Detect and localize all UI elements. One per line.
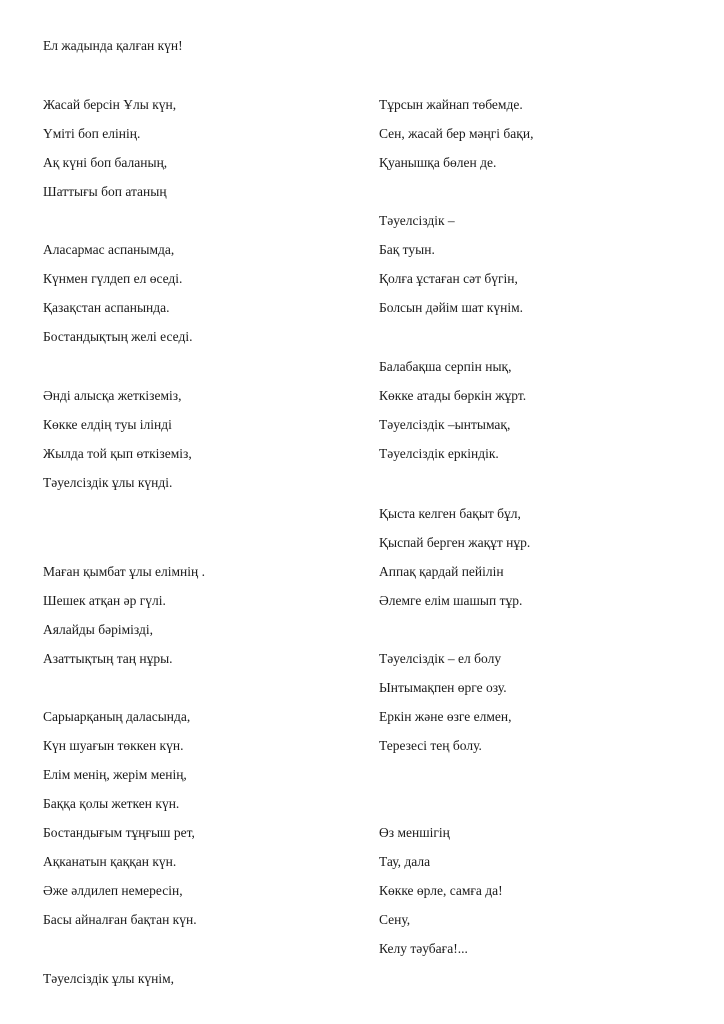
poem-line: Тәуелсіздік ұлы күнім,	[43, 971, 175, 986]
poem-line: Шешек атқан әр гүлі.	[43, 593, 166, 608]
poem-line: Бақ туын.	[379, 242, 435, 257]
poem-line: Аласармас аспанымда,	[43, 242, 175, 257]
poem-line: Келу тәубаға!...	[379, 941, 468, 956]
poem-line: Болсын дәйім шат күнім.	[379, 300, 523, 315]
poem-line: Балабақша серпін нық,	[379, 359, 512, 374]
poem-line: Қыста келген бақыт бұл,	[379, 506, 521, 521]
poem-line: Жылда той қып өткіземіз,	[43, 446, 192, 461]
poem-line: Тәуелсіздік еркіндік.	[379, 446, 499, 461]
poem-line: Күн шуағын төккен күн.	[43, 738, 184, 753]
poem-line: Баққа қолы жеткен күн.	[43, 796, 180, 811]
poem-line: Сарыарқаның даласында,	[43, 709, 191, 724]
poem-line: Әже әлдилеп немересін,	[43, 883, 183, 898]
poem-line: Өз меншігің	[379, 825, 450, 840]
poem-line: Аялайды бәрімізді,	[43, 622, 153, 637]
poem-line: Көкке өрле, самға да!	[379, 883, 503, 898]
poem-line: Ақ күні боп баланың,	[43, 155, 168, 170]
poem-line: Ақканатын қаққан күн.	[43, 854, 177, 869]
poem-line: Күнмен гүлдеп ел өседі.	[43, 271, 183, 286]
poem-line: Әлемге елім шашып тұр.	[379, 593, 523, 608]
poem-line: Тәуелсіздік –ынтымақ,	[379, 417, 511, 432]
poem-line: Еркін және өзге елмен,	[379, 709, 512, 724]
poem-line: Басы айналған бақтан күн.	[43, 912, 197, 927]
poem-line: Тау, дала	[379, 854, 431, 869]
poem-line: Қуанышқа бөлен де.	[379, 155, 497, 170]
poem-line: Үміті боп елінің.	[43, 126, 141, 141]
poem-line: Көкке елдің туы ілінді	[43, 417, 172, 432]
poem-title: Ел жадында қалған күн!	[43, 38, 183, 53]
poem-line: Қазақстан аспанында.	[43, 300, 170, 315]
poem-line: Елім менің, жерім менің,	[43, 767, 187, 782]
poem-line: Тәуелсіздік –	[379, 213, 455, 228]
poem-line: Әнді алысқа жеткіземіз,	[43, 388, 182, 403]
poem-line: Аппақ қардай пейілін	[379, 564, 504, 579]
poem-line: Қыспай берген жақұт нұр.	[379, 535, 531, 550]
poem-line: Бостандықтың желі еседі.	[43, 329, 193, 344]
poem-line: Бостандығым тұңғыш рет,	[43, 825, 195, 840]
poem-line: Терезесі тең болу.	[379, 738, 482, 753]
poem-line: Көкке атады бөркін жұрт.	[379, 388, 527, 403]
poem-line: Жасай берсін Ұлы күн,	[43, 97, 177, 112]
poem-line: Қолға ұстаған сәт бүгін,	[379, 271, 518, 286]
poem-line: Шаттығы боп атаның	[43, 184, 167, 199]
poem-line: Ынтымақпен өрге озу.	[379, 680, 507, 695]
poem-line: Азаттықтың таң нұры.	[43, 651, 173, 666]
poem-line: Сен, жасай бер мәңгі бақи,	[379, 126, 534, 141]
poem-line: Тәуелсіздік ұлы күнді.	[43, 475, 173, 490]
poem-line: Сену,	[379, 912, 411, 927]
poem-line: Тұрсын жайнап төбемде.	[379, 97, 523, 112]
poem-line: Тәуелсіздік – ел болу	[379, 651, 502, 666]
poem-line: Маған қымбат ұлы елімнің .	[43, 564, 205, 579]
